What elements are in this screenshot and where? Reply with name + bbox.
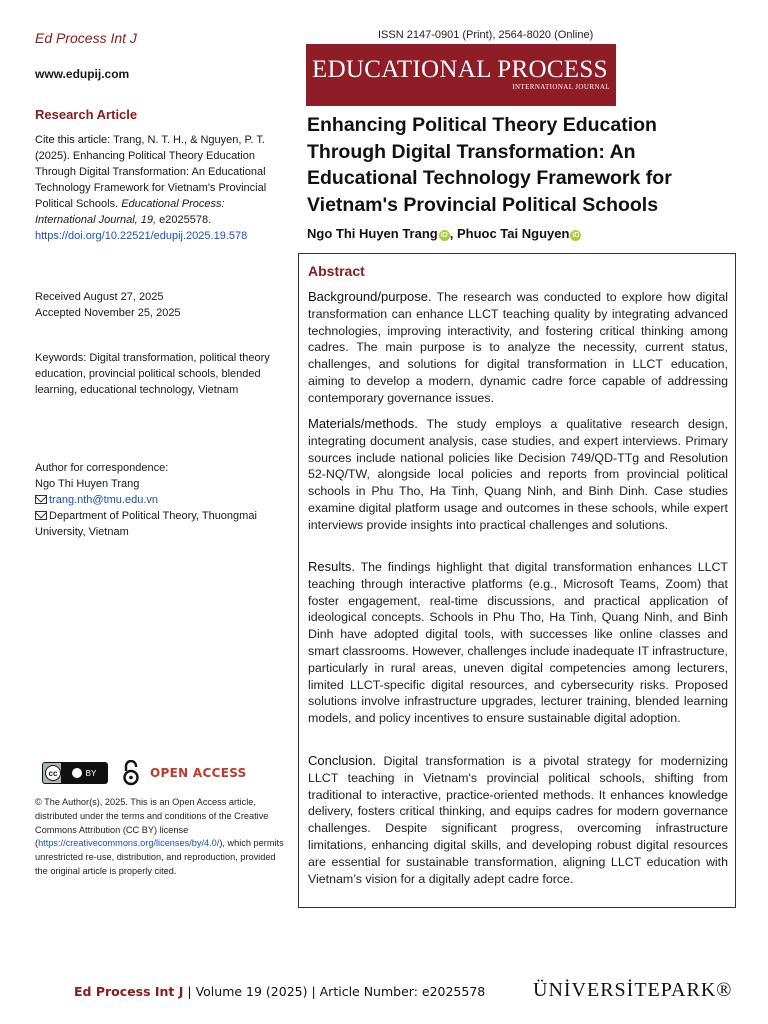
journal-abbreviation: Ed Process Int J [35,30,137,46]
journal-website[interactable]: www.edupij.com [35,67,130,81]
abstract-results [308,559,728,727]
methods-label: Materials/methods. [308,416,418,431]
author-separator: , [449,226,457,241]
received-date: August 27, 2025 [83,291,164,303]
banner-title: EDUCATIONAL PROCESS [312,56,608,83]
cc-by-license-icon[interactable]: cc BY [42,762,108,784]
license-text-2: ), which permits unrestricted re-use, distribution, and reproduction, provided the original article is properly cited. [35,838,284,876]
article-type: Research Article [35,107,138,122]
article-title: Enhancing Political Theory Education Through Digital Transformation: An Educational Technology Framework for Vietnam's Provincial Political Schools [307,114,672,216]
footer-journal: Ed Process Int J [74,984,184,999]
results-label: Results. [308,559,355,574]
keywords-text: Digital transformation, political theory education, provincial political schools, blended learning, educational technology, Vietnam [35,352,270,396]
publisher-logo: ÜNİVERSİTEPARK® [533,979,733,1001]
citation-block [35,132,285,244]
orcid-icon[interactable]: iD [572,232,580,239]
abstract-background [308,289,728,407]
license-url[interactable]: https://creativecommons.org/licenses/by/4.0/ [38,838,220,849]
keywords-block [35,350,285,398]
abstract-conclusion [308,753,728,887]
received-label: Received [35,291,81,303]
license-notice [35,796,287,879]
banner-subtitle: INTERNATIONAL JOURNAL [512,83,610,91]
accepted-date: November 25, 2025 [83,307,181,319]
cc-badge-text: BY [85,768,97,778]
journal-banner-logo [306,44,616,106]
correspondence-email[interactable]: trang.nth@tmu.edu.vn [49,494,159,506]
email-icon [35,495,47,504]
open-access-label: OPEN ACCESS [150,766,247,780]
correspondence-affiliation: Department of Political Theory, Thuongmai University, Vietnam [35,510,257,538]
open-access-lock-icon [122,760,140,786]
dates-block [35,289,285,321]
background-text: The research was conducted to explore how digital transformation can enhance LLCT teaching quality by integrating advanced technologies, improving interactivity, and fostering critical thinking among cadres. The main purpose is to analyze the necessity, current status, challenges, and solutions for digital transformation in LLCT education, aiming to develop a modern, dynamic cadre force capable of addressing contemporary governance issues. [308,290,728,405]
cite-text: Trang, N. T. H., & Nguyen, P. T. (2025). Enhancing Political Theory Education Through Digital Transformation: An Educational Technology Framework for Vietnam's Provincial Political Schools. [35,134,267,210]
correspondence-block [35,460,285,540]
abstract-box [298,253,736,908]
cite-doi-link[interactable]: https://doi.org/10.22521/edupij.2025.19.578 [35,230,248,242]
footer-citation [74,984,485,999]
cite-journal: Educational Process: International Journal, 19, [35,198,225,226]
results-text: The findings highlight that digital transformation enhances LLCT teaching through interactive platforms (e.g., Microsoft Teams, Zoom) that foster engagement, real-time discussions, and practical application of ideological concepts. Schools in Phu Tho, Ha Tinh, Quang Ninh, and Binh Dinh have adopted digital tools, with successes like online classes and smart classrooms. However, challenges include inadequate IT infrastructure, particularly in rural areas, uneven digital competencies among lecturers, limited LLCT-specific digital resources, and cybersecurity risks. Proposed solutions involve infrastructure upgrades, lecturer training, blended learning models, and policy incentives to ensure sustainable digital adoption. [308,560,728,726]
keywords-label: Keywords: [35,352,87,364]
correspondence-name: Ngo Thi Huyen Trang [35,478,140,490]
abstract-methods [308,416,728,534]
author-2: Phuoc Tai Nguyen [456,226,570,241]
author-1: Ngo Thi Huyen Trang [307,226,438,241]
methods-text: The study employs a qualitative research design, integrating document analysis, case studies, and expert interviews. Primary sources include national policies like Decision 749/QD-TTg and Resolution 52-NQ/TW, alongside local policies and reports from provincial political schools in Phu Tho, Ha Tinh, Quang Ninh, and Binh Dinh. Case studies examine digital platform usage and outcomes in these schools, while expert interviews provide insights into practical challenges and solutions. [308,417,729,532]
accepted-label: Accepted [35,307,81,319]
correspondence-label: Author for correspondence: [35,462,169,474]
open-access-row [42,760,247,786]
cite-number: e2025578. [159,214,212,226]
footer-volume-info: | Volume 19 (2025) | Article Number: e2025578 [183,984,486,999]
orcid-icon[interactable]: iD [440,232,448,239]
license-text-1: © The Author(s), 2025. This is an Open Access article, distributed under the terms and conditions of the Creative Commons Attribution (CC BY) license ( [35,797,269,849]
background-label: Background/purpose. [308,289,432,304]
author-list [307,226,581,241]
cite-label: Cite this article: [35,134,111,146]
conclusion-text: Digital transformation is a pivotal strategy for modernizing LLCT teaching in Vietnam's provincial political schools, shifting from traditional to interactive, practice-oriented methods. It enhances knowledge delivery, fosters critical thinking, and equips cadres for modern governance challenges. Despite significant progress, overcoming infrastructure limitations, enhancing digital skills, and developing robust digital resources are essential for sustainable transformation, aligning LLCT education with Vietnam’s vision for a digitally adept cadre force. [308,754,728,886]
conclusion-label: Conclusion. [308,753,376,768]
abstract-heading: Abstract [308,263,365,279]
issn-line: ISSN 2147-0901 (Print), 2564-8020 (Online) [378,29,594,41]
address-icon [35,511,47,520]
